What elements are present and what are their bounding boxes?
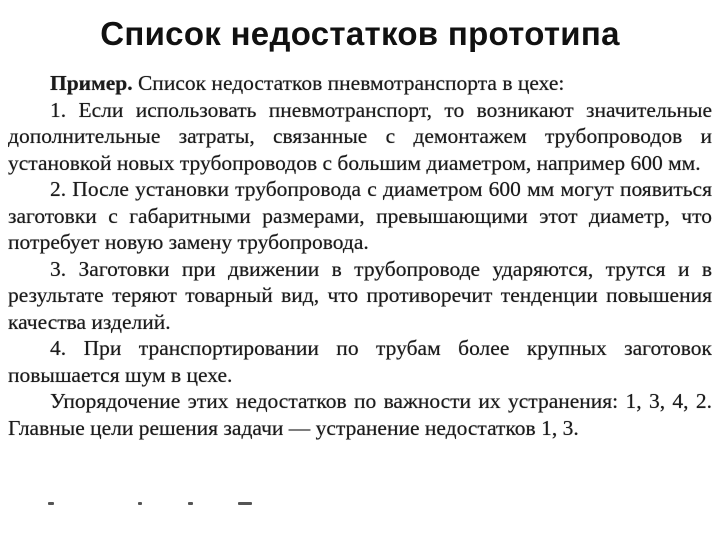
scan-artifact (48, 502, 308, 506)
list-item-1: 1. Если использовать пневмотранспорт, то возникают значительные дополнительные затраты, связанные с демонтажем трубопроводов и установкой новых трубопроводов с большим диаметром, например 600 мм. (8, 97, 712, 175)
list-item-3: 3. Заготовки при движении в трубопроводе ударяются, трутся и в результате теряют товарный вид, что противоречит тенденции повышения качества изделий. (8, 256, 712, 334)
list-item-4: 4. При транспортировании по трубам более крупных заготовок повышается шум в цехе. (8, 336, 712, 387)
scanned-document (8, 70, 712, 512)
example-heading (8, 70, 712, 97)
list-item-2: 2. После установки трубопровода с диаметром 600 мм могут появиться заготовки с габаритными размерами, превышающими этот диаметр, что потребует новую замену трубопровода. (8, 177, 712, 254)
example-lead: Пример. (50, 71, 133, 95)
slide-title: Список недостатков прототипа (100, 15, 620, 52)
ordering-paragraph: Упорядочение этих недостатков по важности их устранения: 1, 3, 4, 2. Главные цели решения задачи — устранение недостатков 1, 3. (8, 389, 712, 440)
example-intro: Список недостатков пневмотранспорта в цехе: (132, 71, 565, 95)
